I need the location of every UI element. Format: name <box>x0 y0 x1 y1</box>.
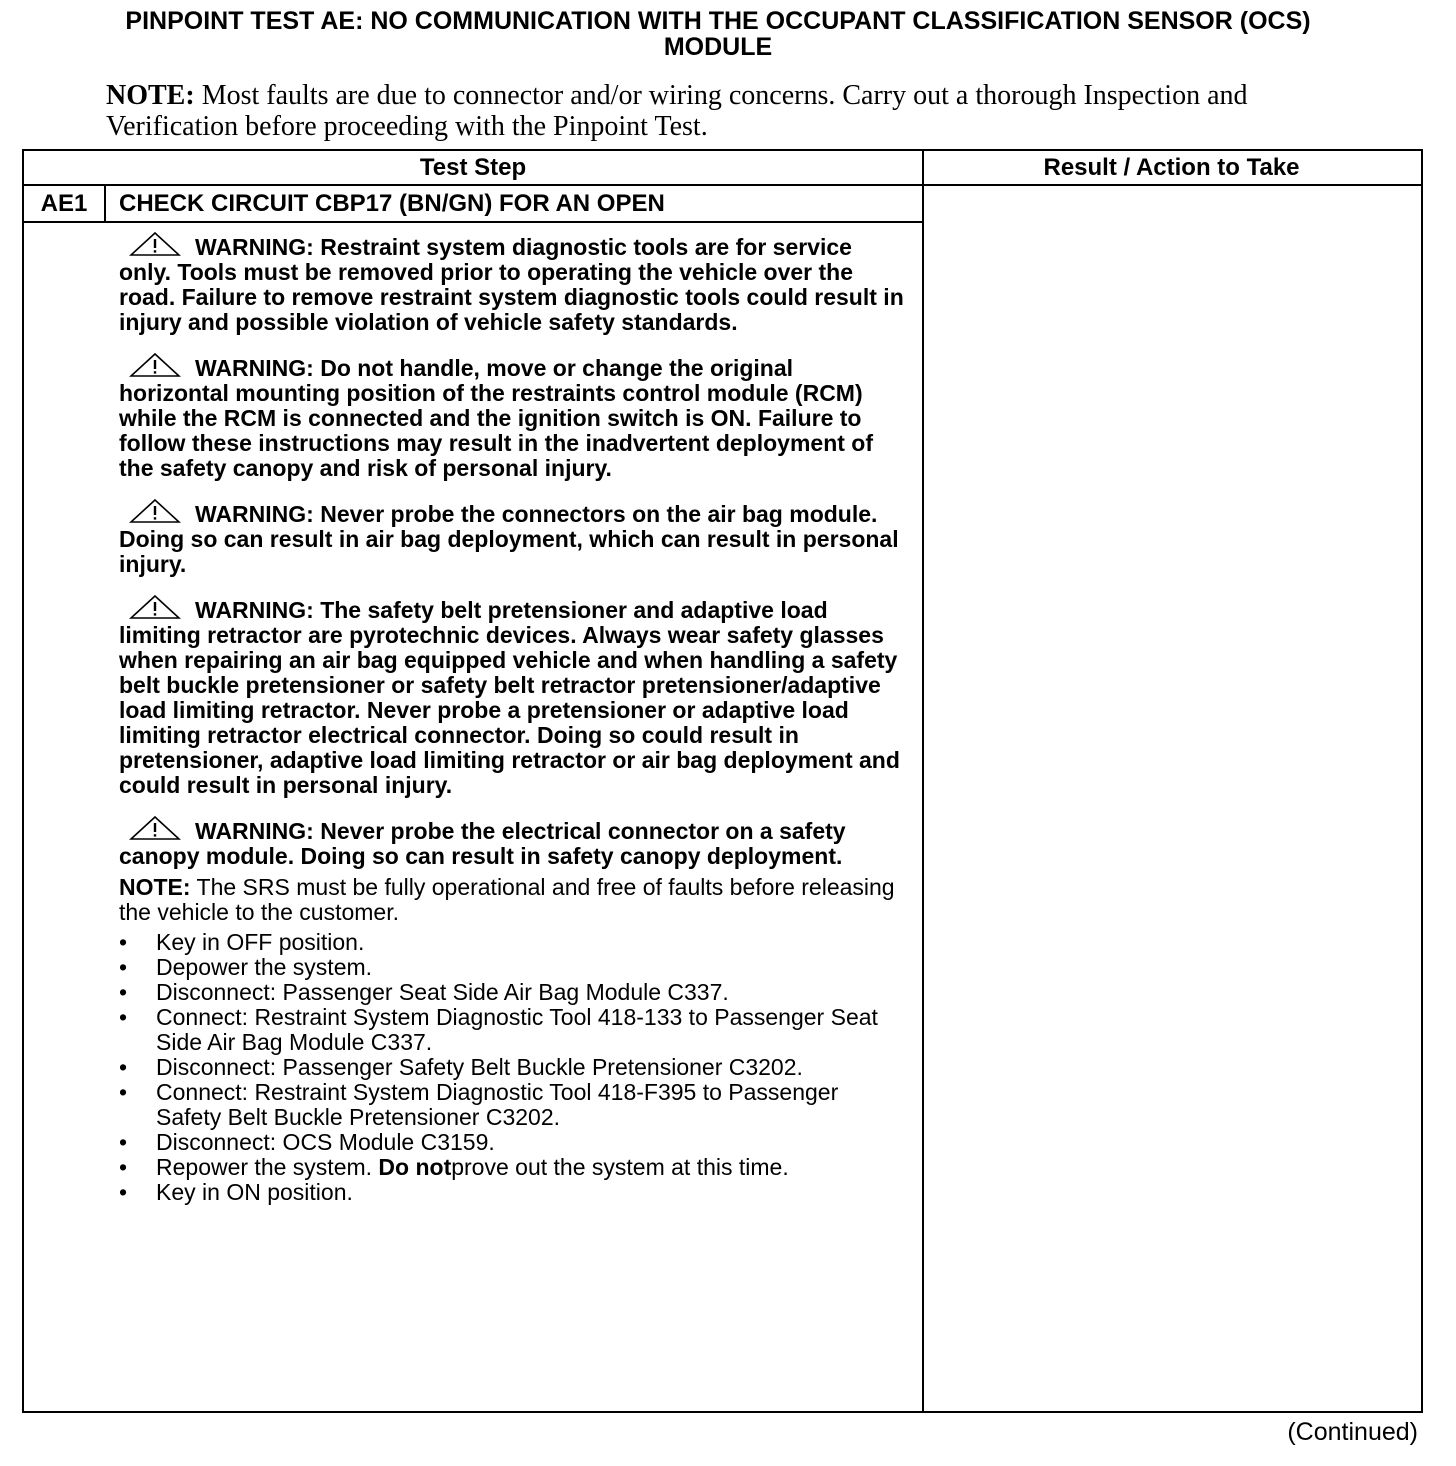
bullet-marker: • <box>119 979 128 1005</box>
warning-text: WARNING: The safety belt pretensioner and adaptive load limiting retractor are pyrotechnic devices. Always wear safety glasses when repairing an air bag equipped vehicle and when handling a safety belt buckle pretensioner or safety belt retractor pretensioner/adaptive load limiting retractor. Never probe a pretensioner or adaptive load limiting retractor electrical connector. Doing so could result in pretensioner, adaptive load limiting retractor or air bag deployment and could result in personal injury. <box>119 597 900 798</box>
warning-text: WARNING: Do not handle, move or change the original horizontal mounting position of the restraints control module (RCM) while the RCM is connected and the ignition switch is ON. Failure to follow these instructions may result in the inadvertent deployment of the safety canopy and risk of personal injury. <box>119 355 874 481</box>
instruction-item <box>119 1130 909 1155</box>
instruction-text: Disconnect: OCS Module C3159. <box>156 1129 495 1155</box>
step-body <box>119 231 909 1205</box>
instruction-text: Key in ON position. <box>156 1179 353 1205</box>
instruction-text: Connect: Restraint System Diagnostic Tool 418-F395 to Passenger Safety Belt Buckle Pretensioner C3202. <box>156 1079 839 1130</box>
instruction-text: Key in OFF position. <box>156 929 365 955</box>
table-header-row <box>24 151 1421 186</box>
warning-paragraph <box>119 594 909 798</box>
warning-paragraph <box>119 352 909 481</box>
warning-paragraph <box>119 231 909 335</box>
warning-paragraph <box>119 498 909 577</box>
instruction-text: Disconnect: Passenger Seat Side Air Bag Module C337. <box>156 979 729 1005</box>
warning-triangle-icon <box>129 815 181 841</box>
page-title-line-2: MODULE <box>663 33 773 61</box>
warning-text: WARNING: Never probe the connectors on the air bag module. Doing so can result in air bag deployment, which can result in personal injury. <box>119 501 899 577</box>
step-id: AE1 <box>24 186 106 221</box>
step-header-row <box>24 186 922 223</box>
warning-text: WARNING: Never probe the electrical connector on a safety canopy module. Doing so can result in safety canopy deployment. <box>119 818 846 869</box>
instruction-text: Depower the system. <box>156 954 373 980</box>
srs-note-label: NOTE: <box>119 874 191 900</box>
instruction-item <box>119 1155 909 1180</box>
bullet-marker: • <box>119 929 128 955</box>
instruction-item <box>119 955 909 980</box>
warning-triangle-icon <box>129 231 181 257</box>
bullet-marker: • <box>119 954 128 980</box>
instruction-text: Repower the system. <box>156 1154 379 1180</box>
step-instructions <box>119 930 909 1205</box>
pinpoint-test-table <box>22 149 1423 1413</box>
instruction-text: Disconnect: Passenger Safety Belt Buckle Pretensioner C3202. <box>156 1054 803 1080</box>
instruction-item <box>119 980 909 1005</box>
intro-note <box>106 80 1306 142</box>
column-divider <box>922 151 924 1411</box>
warning-triangle-icon <box>129 498 181 524</box>
step-title: CHECK CIRCUIT CBP17 (BN/GN) FOR AN OPEN <box>119 190 665 217</box>
bullet-marker: • <box>119 1054 128 1080</box>
warning-text: WARNING: Restraint system diagnostic tools are for service only. Tools must be removed prior to operating the vehicle over the road. Failure to remove restraint system diagnostic tools could result in injury and possible violation of vehicle safety standards. <box>119 234 904 335</box>
continued-label: (Continued) <box>1287 1418 1418 1446</box>
instruction-item <box>119 1080 909 1130</box>
bullet-marker: • <box>119 1079 128 1105</box>
instruction-text: prove out the system at this time. <box>451 1154 789 1180</box>
bullet-marker: • <box>119 1004 128 1030</box>
warning-triangle-icon <box>129 352 181 378</box>
instruction-item <box>119 1005 909 1055</box>
instruction-item <box>119 930 909 955</box>
warning-paragraph <box>119 815 909 869</box>
header-test-step: Test Step <box>419 154 527 181</box>
bullet-marker: • <box>119 1154 128 1180</box>
warnings-list <box>119 231 909 869</box>
srs-note <box>119 875 909 925</box>
bullet-marker: • <box>119 1179 128 1205</box>
srs-note-text: The SRS must be fully operational and free of faults before releasing the vehicle to the customer. <box>119 874 895 925</box>
instruction-text: Connect: Restraint System Diagnostic Tool 418-133 to Passenger Seat Side Air Bag Module C337. <box>156 1004 878 1055</box>
intro-note-text: Most faults are due to connector and/or wiring concerns. Carry out a thorough Inspection and Verification before proceeding with the Pinpoint Test. <box>106 80 1248 142</box>
instruction-item <box>119 1055 909 1080</box>
header-result-action: Result / Action to Take <box>1043 154 1300 181</box>
instruction-emphasis: Do not <box>378 1154 452 1180</box>
page-title-line-1: PINPOINT TEST AE: NO COMMUNICATION WITH THE OCCUPANT CLASSIFICATION SENSOR (OCS) <box>125 7 1311 35</box>
warning-triangle-icon <box>129 594 181 620</box>
bullet-marker: • <box>119 1129 128 1155</box>
page-title <box>20 8 1416 60</box>
instruction-item <box>119 1180 909 1205</box>
intro-note-label: NOTE: <box>106 80 195 111</box>
